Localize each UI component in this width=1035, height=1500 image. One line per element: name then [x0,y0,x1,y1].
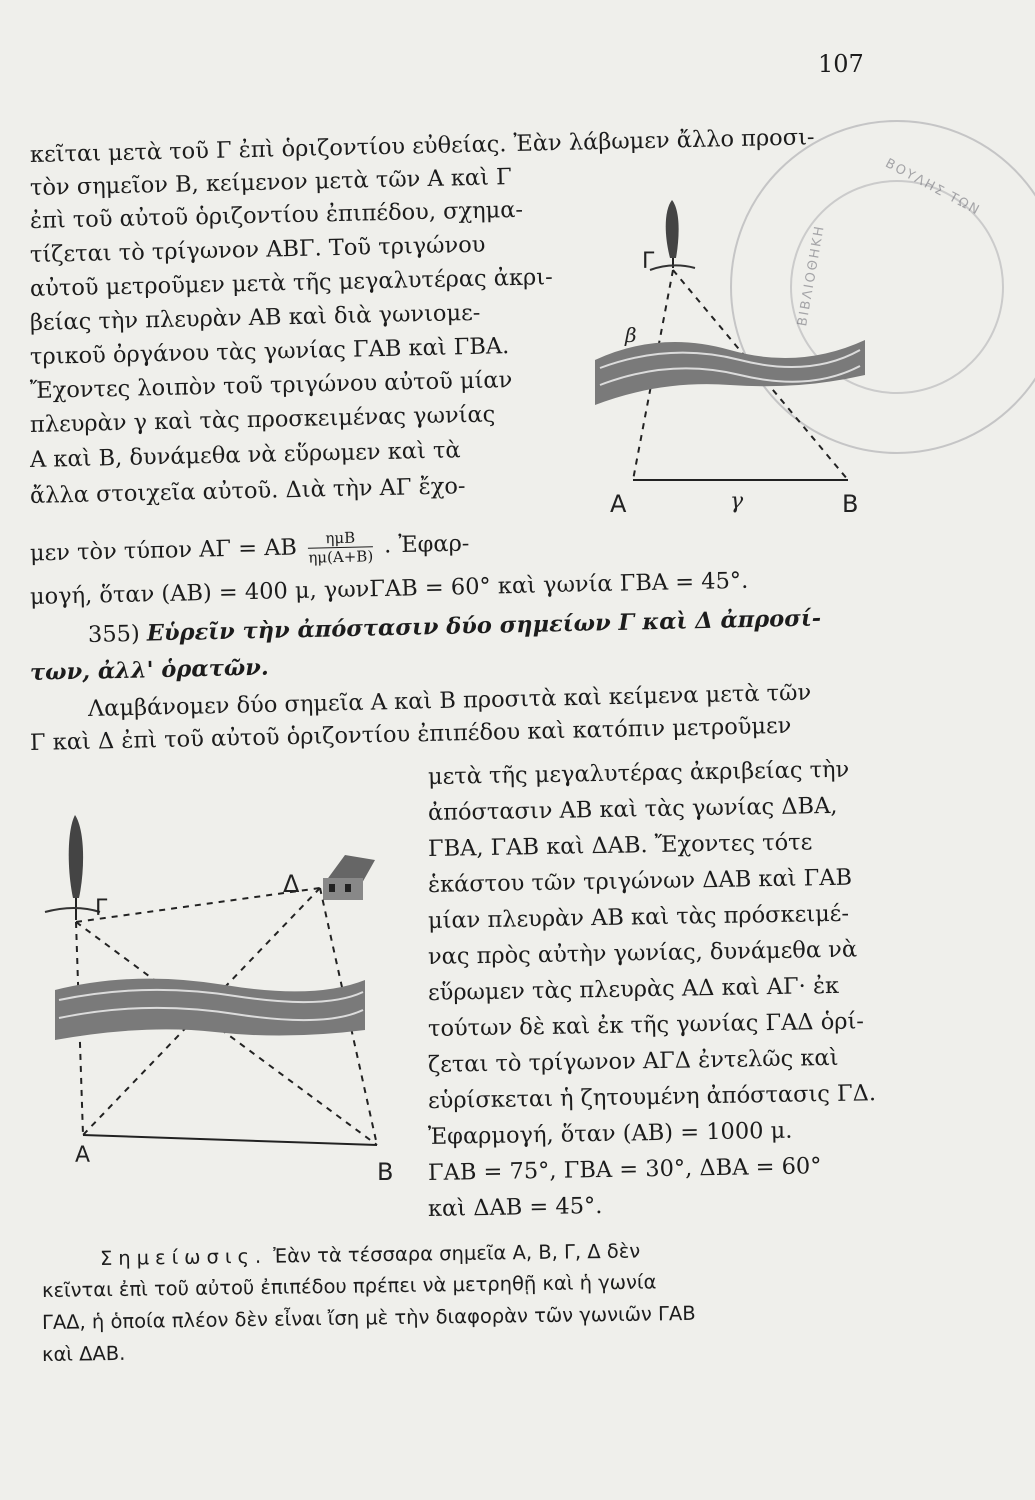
house-icon [323,855,375,900]
formula-denominator: ημ(Α+Β) [308,547,374,567]
formula-line [30,526,470,573]
text-line: μετὰ τῆς μεγαλυτέρας ἀκριβείας τὴν [427,756,850,790]
formula-fraction [308,528,374,566]
text-line: ἄλλα στοιχεῖα αὐτοῦ. Διὰ τὴν ΑΓ ἔχο- [29,473,466,509]
text-line: εὑρίσκεται ἡ ζητουμένη ἀπόστασις ΓΔ. [427,1080,877,1114]
text-line: Λαμβάνομεν δύο σημεῖα Α καὶ Β προσιτὰ καὶ κείμενα μετὰ τῶν [87,679,812,722]
text-line: πλευρὰν γ καὶ τὰς προσκειμένας γωνίας [29,401,496,438]
label-B: Β [377,1158,394,1186]
problem-title-1: Εὑρεῖν τὴν ἀπόστασιν δύο σημείων Γ καὶ Δ ἀπροσί- [146,605,822,647]
text-line: αὐτοῦ μετροῦμεν μετὰ τῆς μεγαλυτέρας ἀκρι- [29,264,553,302]
text-line: Α καὶ Β, δυνάμεθα νὰ εὕρωμεν καὶ τὰ [29,437,461,473]
label-D: Δ [283,870,300,898]
label-G: Γ [95,896,108,921]
text-line: ΓΑΒ = 75°, ΓΒΑ = 30°, ΔΒΑ = 60° [427,1153,822,1186]
text-line: Γ καὶ Δ ἐπὶ τοῦ αὐτοῦ ὁριζοντίου ἐπιπέδου καὶ κατόπιν μετροῦμεν [29,712,792,756]
text-line: ΓΒΑ, ΓΑΒ καὶ ΔΑΒ. Ἔχοντες τότε [427,829,813,862]
text-line: τούτων δὲ καὶ ἐκ τῆς γωνίας ΓΑΔ ὁρί- [427,1008,865,1042]
text-line: καὶ ΔΑΒ = 45°. [427,1192,603,1222]
text-line: κεῖται μετὰ τοῦ Γ ἐπὶ ὁριζοντίου εὐθείας. Ἐὰν λάβωμεν ἄλλο προσι- [29,124,815,168]
tree-icon [45,815,100,920]
note-line-4: καὶ ΔΑΒ. [41,1341,126,1366]
text-line: ἐπὶ τοῦ αὐτοῦ ὁριζοντίου ἐπιπέδου, σχημα- [29,196,524,234]
note-line-2: κεῖνται ἐπὶ τοῦ αὐτοῦ ἐπιπέδου πρέπει νὰ μετρηθῇ καὶ ἡ γωνία [41,1270,657,1302]
note-text-1: Ἐὰν τὰ τέσσαρα σημεῖα Α, Β, Γ, Δ δὲν [273,1239,641,1268]
text-line: τὸν σημεῖον Β, κείμενον μετὰ τῶν Α καὶ Γ [29,164,512,201]
note-line-3: ΓΑΔ, ἡ ὁποία πλέον δὲν εἶναι ἴση μὲ τὴν διαφορὰν τῶν γωνιῶν ΓΑΒ [41,1301,696,1334]
label-beta: β [625,323,637,347]
figure-quadrilateral-river [45,800,405,1190]
page-number: 107 [818,50,864,78]
stamp-text-left: ΒΙΒΛΙΟΘΗΚΗ [795,223,828,328]
problem-title-2: των, ἀλλ' ὁρατῶν. [29,654,269,686]
text-line: Ἔχοντες λοιπὸν τοῦ τριγώνου αὐτοῦ μίαν [29,367,513,404]
formula-prefix: μεν τὸν τύπον ΑΓ = ΑΒ [29,534,298,567]
text-line: ἑκάστου τῶν τριγώνων ΔΑΒ καὶ ΓΑΒ [427,864,853,898]
figure-triangle-river [580,190,880,530]
label-A: Α [610,490,627,518]
text-line: ἀπόστασιν ΑΒ καὶ τὰς γωνίας ΔΒΑ, [427,792,838,826]
problem-heading [88,603,822,650]
river-band [55,979,365,1040]
text-line: τρικοῦ ὀργάνου τὰς γωνίας ΓΑΒ καὶ ΓΒΑ. [29,333,510,370]
text-line: τίζεται τὸ τρίγωνον ΑΒΓ. Τοῦ τριγώνου [29,231,486,268]
label-G: Γ [642,249,655,274]
application-line: μογή, ὅταν (ΑΒ) = 400 μ, γωνΓΑΒ = 60° καὶ γωνία ΓΒΑ = 45°. [29,567,749,610]
text-line: ζεται τὸ τρίγωνον ΑΓΔ ἐντελῶς καὶ [427,1044,839,1078]
label-A: Α [75,1143,91,1168]
tree-icon [650,200,695,270]
text-line: βείας τὴν πλευρὰν ΑΒ καὶ διὰ γωνιομε- [29,299,481,336]
label-B: Β [842,490,859,518]
label-gamma: γ [730,489,744,514]
text-line: εὕρωμεν τὰς πλευρὰς ΑΔ καὶ ΑΓ· ἐκ [427,972,840,1006]
note-label: Σημείωσις. [99,1244,268,1270]
formula-numerator: ημΒ [308,528,373,548]
river-band [595,340,865,405]
problem-number: 355) [87,620,141,648]
text-line: μίαν πλευρὰν ΑΒ καὶ τὰς πρόσκειμέ- [427,900,850,934]
stamp-text-right: ΒΟΥΛΗΣ ΤΩΝ [882,156,984,219]
formula-suffix: . Ἐφαρ- [383,530,470,559]
text-line: νας πρὸς αὐτὴν γωνίας, δυνάμεθα νὰ [427,936,858,970]
text-line: Ἐφαρμογή, ὅταν (ΑΒ) = 1000 μ. [427,1117,793,1150]
